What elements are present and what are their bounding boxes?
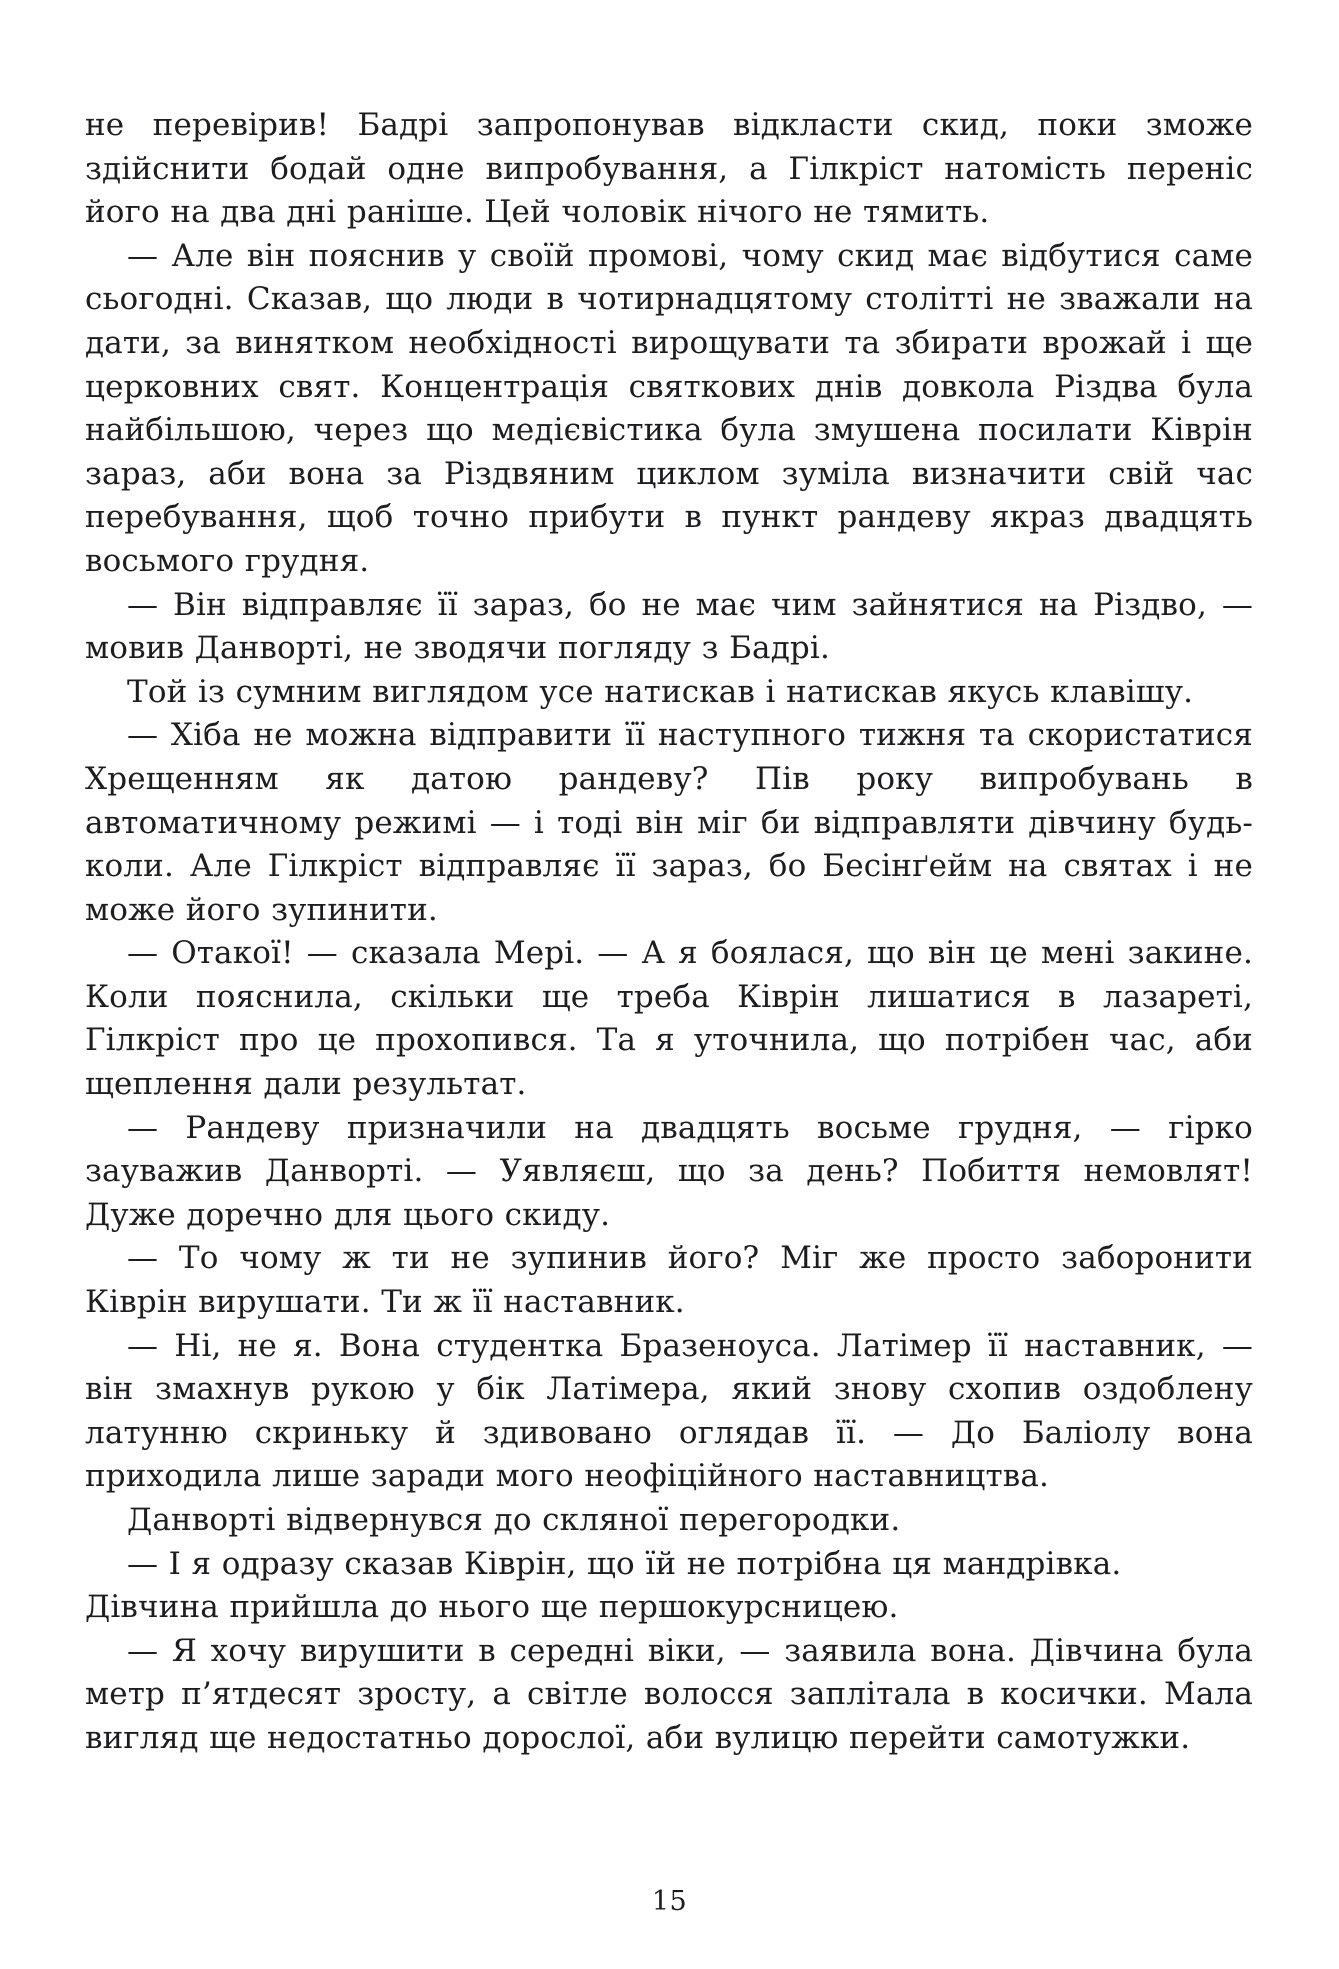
paragraph: — Рандеву призначили на двадцять восьме грудня, — гірко зауважив Данворті. — Уявляєш, що за день? Побиття немовлят! Дуже доречно для цього скиду.: [85, 1109, 1253, 1233]
paragraph: — То чому ж ти не зупинив його? Міг же просто заборонити Ківрін вирушати. Ти ж її наставник.: [85, 1240, 1253, 1321]
paragraph: — Отакої! — сказала Мері. — А я боялася, що він це мені закине. Коли пояснила, скільки ще треба Ківрін лишатися в лазареті, Гілкріст про це прохопився. Та я уточнила, що потрібен час, аби щеплення дали результат.: [85, 935, 1253, 1103]
paragraph: — Хіба не можна відправити її наступного тижня та скористатися Хрещенням як датою рандеву? Пів року випробувань в автоматичному режимі — і тоді він міг би відправляти дівчину будь-коли. Але Гілкріст відправляє її зараз, бо Бесінґейм на святах і не може його зупинити.: [85, 717, 1253, 928]
paragraph: — Він відправляє її зараз, бо не має чим зайнятися на Різдво, — мовив Данворті, не зводячи погляду з Бадрі.: [85, 586, 1253, 667]
paragraph: Той із сумним виглядом усе натискав і натискав якусь клавішу.: [127, 673, 1194, 710]
paragraph: — Ні, не я. Вона студентка Бразеноуса. Латімер її наставник, — він змахнув рукою у бік Латімера, який знову схопив оздоблену латунню скриньку й здивовано оглядав її. — До Баліолу вона приходила лише заради мого неофіційного наставництва.: [85, 1327, 1253, 1495]
paragraph: Дівчина прийшла до нього ще першокурсницею.: [85, 1589, 899, 1626]
paragraph: Данворті відвернувся до скляної перегородки.: [127, 1502, 901, 1538]
page-number: 15: [651, 1886, 688, 1917]
paragraph: — Я хочу вирушити в середні віки, — заявила вона. Дівчина була метр п’ятдесят зросту, а світле волосся заплітала в косички. Мала вигляд ще недостатньо дорослої, аби вулицю перейти самотужки.: [85, 1632, 1253, 1756]
page-text: [85, 104, 1253, 1761]
paragraph: не перевірив! Бадрі запропонував відкласти скид, поки зможе здійснити бодай одне випробування, а Гілкріст натомість переніс його на два дні раніше. Цей чоловік нічого не тямить.: [85, 107, 1253, 231]
paragraph: — І я одразу сказав Ківрін, що їй не потрібна ця мандрівка.: [127, 1545, 1122, 1582]
paragraph: — Але він пояснив у своїй промові, чому скид має відбутися саме сьогодні. Сказав, що люди в чотирнадцятому столітті не зважали на дати, за винятком необхідності вирощувати та збирати врожай і ще церковних свят. Концентрація святкових днів довкола Різдва була найбільшою, через що медієвістика була змушена посилати Ківрін зараз, аби вона за Різдвяним циклом зуміла визначити свій час перебування, щоб точно прибути в пункт рандеву якраз двадцять восьмого грудня.: [85, 237, 1253, 579]
